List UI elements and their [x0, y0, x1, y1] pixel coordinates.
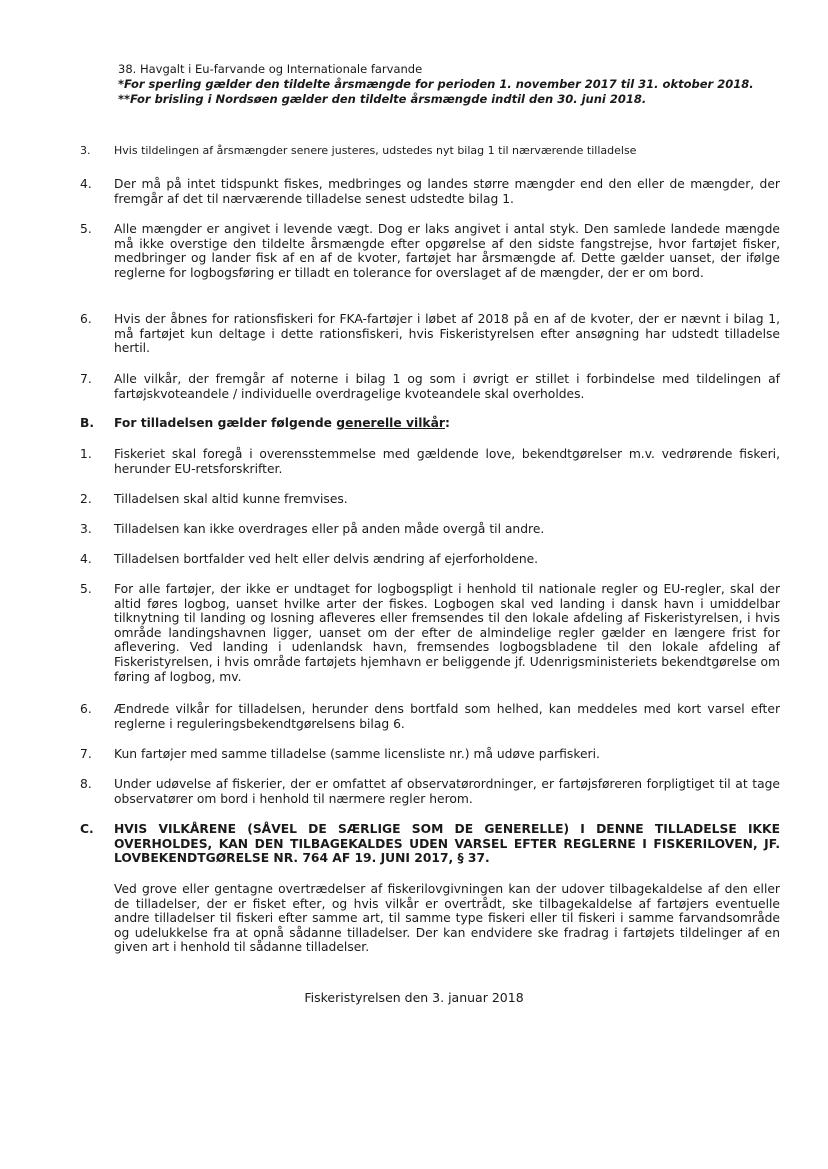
item-number: 5.: [80, 582, 92, 596]
list-item: [80, 522, 780, 537]
list-item: [80, 222, 780, 280]
section-b-heading: [80, 416, 780, 431]
section-letter: B.: [80, 416, 95, 430]
list-item: [80, 447, 780, 476]
brisling-note: **For brisling i Nordsøen gælder den tildelte årsmængde indtil den 30. juni 2018.: [118, 92, 647, 106]
section-letter: C.: [80, 822, 94, 836]
item-text: Tilladelsen bortfalder ved helt eller delvis ændring af ejerforholdene.: [114, 552, 539, 566]
list-item: [80, 144, 780, 159]
item-number: 7.: [80, 747, 92, 761]
list-item: [80, 702, 780, 731]
quota-line-38: [118, 62, 778, 77]
quota-line-text: Havgalt i Eu-farvande og Internationale farvande: [139, 62, 423, 76]
item-text: Alle vilkår, der fremgår af noterne i bilag 1 og som i øvrigt er stillet i forbindelse med tildelingen af fartøjskvoteandele / individuelle overdragelige kvoteandele skal overholdes.: [114, 372, 780, 401]
item-number: 3.: [80, 522, 92, 536]
list-item: [80, 552, 780, 567]
revocation-paragraph: Ved grove eller gentagne overtrædelser af fiskerilovgivningen kan der udover tilbagekaldelse af den eller de tilladelser, der er fisket efter, og hvis vilkår er overtrådt, ske tilbagekaldelse af fartøjers eventuelle andre tilladelser til fiskeri efter samme art, til samme type fiskeri eller til fiskeri i samme farvandsområde og udelukkelse fra at opnå sådanne tilladelser. Der kan endvidere ske fradrag i fartøjets tildelinger af en given art i henhold til sådanne tilladelser.: [114, 882, 780, 955]
quota-notes: [118, 62, 778, 107]
list-item: [80, 492, 780, 507]
item-text: Der må på intet tidspunkt fiskes, medbringes og landes større mængder end den eller de mængder, der fremgår af det til nærværende tilladelse senest udstedte bilag 1.: [114, 177, 780, 206]
item-number: 8.: [80, 777, 92, 791]
signature-line: Fiskeristyrelsen den 3. januar 2018: [304, 990, 524, 1005]
list-item: [80, 777, 780, 806]
list-item: [80, 312, 780, 356]
item-number: 4.: [80, 552, 92, 566]
item-number: 6.: [80, 702, 92, 716]
section-title: For tilladelsen gælder følgende generelle vilkår:: [114, 416, 450, 430]
quota-line-number: 38.: [118, 62, 137, 76]
list-item: [80, 372, 780, 401]
item-text: Under udøvelse af fiskerier, der er omfattet af observatørordninger, er fartøjsføreren forpligtiget til at tage observatører om bord i henhold til nærmere regler herom.: [114, 777, 780, 806]
section-title: HVIS VILKÅRENE (SÅVEL DE SÆRLIGE SOM DE GENERELLE) I DENNE TILLADELSE IKKE OVERHOLDES, KAN DEN TILBAGEKALDES UDEN VARSEL EFTER REGLERNE I FISKERILOVEN, JF. LOVBEKENDTGØRELSE NR. 764 AF 19. JUNI 2017, § 37.: [114, 822, 780, 866]
item-text: Tilladelsen skal altid kunne fremvises.: [114, 492, 348, 506]
item-text: Fiskeriet skal foregå i overensstemmelse med gældende love, bekendtgørelser m.v. vedrørende fiskeri, herunder EU-retsforskrifter.: [114, 447, 780, 476]
item-text: Alle mængder er angivet i levende vægt. Dog er laks angivet i antal styk. Den samlede landede mængde må ikke overstige den tildelte årsmængde efter opgørelse af den sidste fangstrejse, hvor fartøjet fisker, medbringer og lander fisk af en af de kvoter, fartøjet har årsmængde af. Dette gælder uanset, der ifølge reglerne for logbogsføring er tilladt en tolerance for overslaget af de mængder, der er om bord.: [114, 222, 780, 280]
item-number: 6.: [80, 312, 92, 326]
item-text: Ændrede vilkår for tilladelsen, herunder dens bortfald som helhed, kan meddeles med kort varsel efter reglerne i reguleringsbekendtgørelsens bilag 6.: [114, 702, 780, 731]
section-c-heading: [80, 822, 780, 866]
item-number: 7.: [80, 372, 92, 386]
item-number: 5.: [80, 222, 92, 236]
item-text: For alle fartøjer, der ikke er undtaget for logbogspligt i henhold til nationale regler og EU-regler, skal der altid føres logbog, uanset hvilke arter der fiskes. Logbogen skal ved landing i dansk havn i umiddelbar tilknytning til landing og losning afleveres eller fremsendes til den lokale afdeling af Fiskeristyrelsen, i hvis område landingshavnen ligger, uanset om der efter de almindelige regler gælder en længere frist for aflevering. Ved landing i udenlandsk havn, fremsendes logbogsbladene til den lokale afdeling af Fiskeristyrelsen, i hvis område fartøjets hjemhavn er beliggende jf. Udenrigsministeriets bekendtgørelse om føring af logbog, mv.: [114, 582, 780, 684]
list-item: [80, 177, 780, 206]
item-text: Hvis der åbnes for rationsfiskeri for FKA-fartøjer i løbet af 2018 på en af de kvoter, der er nævnt i bilag 1, må fartøjet kun deltage i dette rationsfiskeri, hvis Fiskeristyrelsen efter ansøgning har udstedt tilladelse hertil.: [114, 312, 780, 356]
sperling-note: *For sperling gælder den tildelte årsmængde for perioden 1. november 2017 til 31. oktober 2018.: [118, 77, 754, 91]
item-number: 3.: [80, 144, 91, 157]
list-item: [80, 582, 780, 684]
item-text: Kun fartøjer med samme tilladelse (samme licensliste nr.) må udøve parfiskeri.: [114, 747, 600, 761]
item-number: 1.: [80, 447, 92, 461]
list-item: [80, 747, 780, 762]
item-text: Hvis tildelingen af årsmængder senere justeres, udstedes nyt bilag 1 til nærværende tilladelse: [114, 144, 637, 157]
item-number: 2.: [80, 492, 92, 506]
item-text: Tilladelsen kan ikke overdrages eller på anden måde overgå til andre.: [114, 522, 545, 536]
item-number: 4.: [80, 177, 92, 191]
